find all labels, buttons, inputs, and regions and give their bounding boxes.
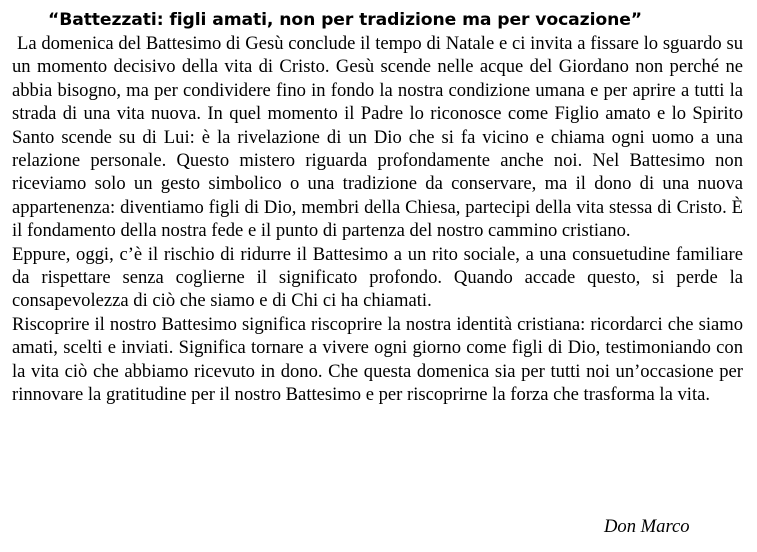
paragraph-intro: La domenica del Battesimo di Gesù conclude il tempo di Natale e ci invita a fissare lo sguardo su un momento decisivo della vita di Cristo. Gesù scende nelle acque del Giordano non perché ne abbia bisogno, ma per condividere fino in fondo la nostra condizione umana e per aprire a tutti la strada di una vita nuova. In quel momento il Padre lo riconosce come Figlio amato e lo Spirito Santo scende su di Lui: è la rivelazione di un Dio che si fa vicino e chiama ogni uomo a una relazione personale. Questo mistero riguarda profondamente anche noi. Nel Battesimo non riceviamo solo un gesto simbolico o una tradizione da conservare, ma il dono di una nuova appartenenza: diventiamo figli di Dio, membri della Chiesa, partecipi della vita stessa di Cristo. È il fondamento della nostra fede e il punto di partenza del nostro cammino cristiano. [12, 33, 743, 242]
article-title: “Battezzati: figli amati, non per tradizione ma per vocazione” [48, 10, 642, 30]
article-body [12, 32, 743, 407]
paragraph-rediscover: Riscoprire il nostro Battesimo significa riscoprire la nostra identità cristiana: ricordarci che siamo amati, scelti e inviati. Significa tornare a vivere ogni giorno come figli di Dio, testimoniando con la vita ciò che abbiamo ricevuto in dono. Che questa domenica sia per tutti noi un’occasione per rinnovare la gratitudine per il nostro Battesimo e per riscoprirne la forza che trasforma la vita. [12, 313, 743, 406]
paragraph-risk: Eppure, oggi, c’è il rischio di ridurre il Battesimo a un rito sociale, a una consuetudine familiare da rispettare senza coglierne il significato profondo. Quando accade questo, si perde la consapevolezza di ciò che siamo e di Chi ci ha chiamati. [12, 243, 743, 312]
author-signature: Don Marco [604, 516, 690, 537]
